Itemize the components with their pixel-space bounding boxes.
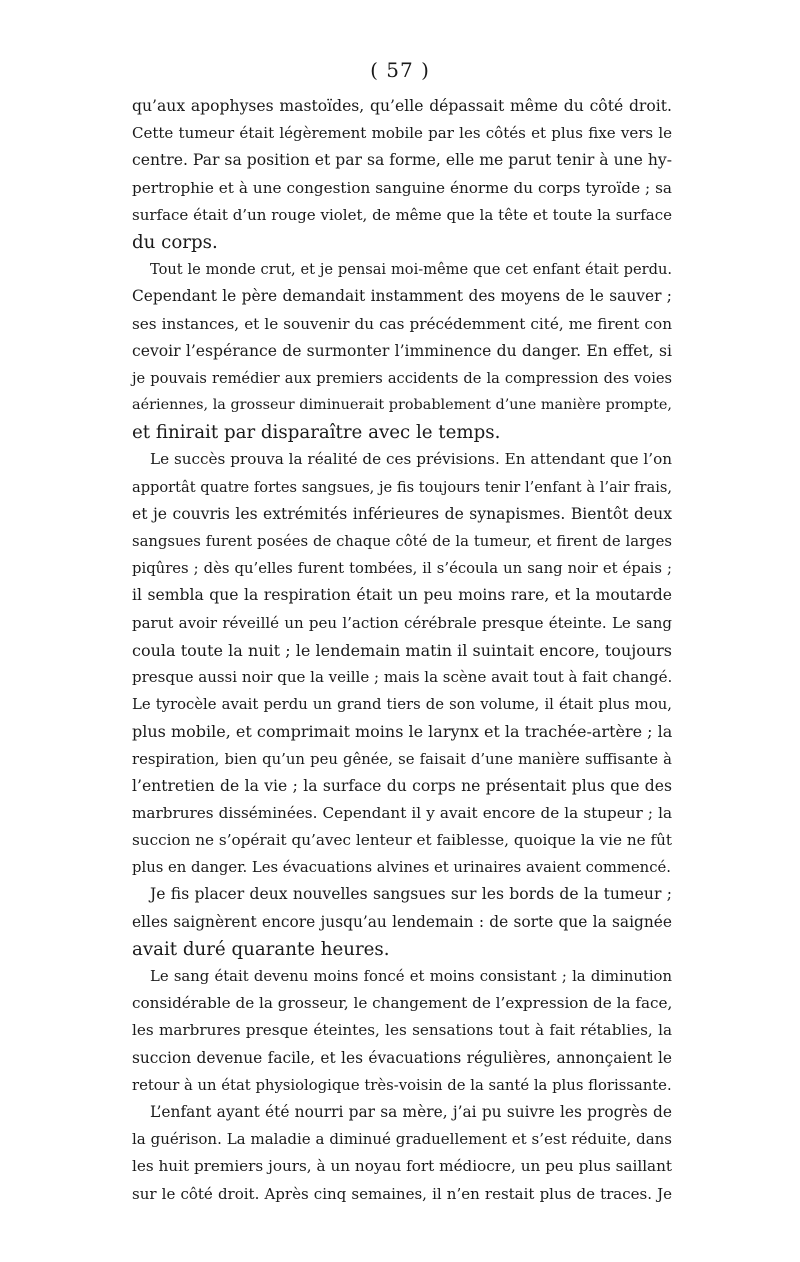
text-line: Le succès prouva la réalité de ces prévisions. En attendant que l’on bbox=[150, 450, 672, 469]
text-line: surface était d’un rouge violet, de même que la tête et toute la surface bbox=[132, 205, 672, 224]
text-line: considérable de la grosseur, le changement de l’expression de la face, bbox=[132, 994, 673, 1013]
text-line: L’enfant ayant été nourri par sa mère, j’ai pu suivre les progrès de bbox=[150, 1102, 672, 1121]
text-line: je pouvais remédier aux premiers accidents de la compression des voies bbox=[132, 369, 672, 387]
text-line: Le sang était devenu moins foncé et moins consistant ; la diminution bbox=[150, 968, 672, 985]
text-line: plus mobile, et comprimait moins le larynx et la trachée-artère ; la bbox=[132, 722, 673, 742]
text-line: centre. Par sa position et par sa forme, elle me parut tenir à une hy- bbox=[132, 151, 672, 170]
text-line: Tout le monde crut, et je pensai moi-même que cet enfant était perdu. bbox=[150, 261, 672, 279]
text-line: apportât quatre fortes sangsues, je fis toujours tenir l’enfant à l’air frais, bbox=[132, 478, 672, 496]
text-line: aériennes, la grosseur diminuerait probablement d’une manière prompte, bbox=[132, 397, 672, 414]
text-line: cevoir l’espérance de surmonter l’imminence du danger. En effet, si bbox=[132, 341, 672, 360]
text-line: plus en danger. Les évacuations alvines et urinaires avaient commencé. bbox=[132, 859, 671, 877]
text-line: Je fis placer deux nouvelles sangsues sur les bords de la tumeur ; bbox=[150, 885, 672, 904]
text-line: marbrures disséminées. Cependant il y avait encore de la stupeur ; la bbox=[132, 803, 672, 822]
text-line: ses instances, et le souvenir du cas précédemment cité, me firent con bbox=[132, 314, 672, 333]
text-line: Le tyrocèle avait perdu un grand tiers de son volume, il était plus mou, bbox=[132, 696, 672, 714]
text-line: et finirait par disparaître avec le temps. bbox=[132, 422, 501, 444]
text-line: et je couvris les extrémités inférieures de synapismes. Bientôt deux bbox=[132, 504, 672, 523]
text-line: piqûres ; dès qu’elles furent tombées, il s’écoula un sang noir et épais ; bbox=[132, 560, 672, 578]
text-line: sangsues furent posées de chaque côté de la tumeur, et firent de larges bbox=[132, 533, 672, 550]
text-line: respiration, bien qu’un peu gênée, se faisait d’une manière suffisante à bbox=[132, 750, 672, 768]
text-line: du corps. bbox=[132, 231, 218, 253]
text-line: la guérison. La maladie a diminué graduellement et s’est réduite, dans bbox=[132, 1130, 672, 1149]
text-line: l’entretien de la vie ; la surface du corps ne présentait plus que des bbox=[132, 776, 672, 795]
text-line: elles saignèrent encore jusqu’au lendemain : de sorte que la saignée bbox=[132, 912, 672, 931]
text-line: les huit premiers jours, à un noyau fort médiocre, un peu plus saillant bbox=[132, 1157, 672, 1176]
text-line: il sembla que la respiration était un peu moins rare, et la moutarde bbox=[132, 586, 672, 605]
text-line: avait duré quarante heures. bbox=[132, 938, 390, 960]
text-line: succion devenue facile, et les évacuations régulières, annonçaient le bbox=[132, 1048, 672, 1067]
text-line: succion ne s’opérait qu’avec lenteur et faiblesse, quoique la vie ne fût bbox=[132, 831, 672, 850]
text-line: Cependant le père demandait instamment des moyens de le sauver ; bbox=[132, 287, 672, 306]
text-line: parut avoir réveillé un peu l’action cérébrale presque éteinte. Le sang bbox=[132, 613, 672, 632]
body-text bbox=[132, 93, 672, 1208]
text-line: presque aussi noir que la veille ; mais la scène avait tout à fait changé. bbox=[132, 667, 673, 686]
text-line: qu’aux apophyses mastoïdes, qu’elle dépassait même du côté droit. bbox=[132, 97, 672, 115]
text-line: les marbrures presque éteintes, les sensations tout à fait rétablies, la bbox=[132, 1021, 672, 1040]
page-number: ( 57 ) bbox=[370, 58, 430, 82]
text-line: Cette tumeur était légèrement mobile par les côtés et plus fixe vers le bbox=[132, 124, 672, 143]
text-line: retour à un état physiologique très-voisin de la santé la plus florissante. bbox=[132, 1076, 672, 1094]
text-line: sur le côté droit. Après cinq semaines, il n’en restait plus de traces. Je bbox=[132, 1184, 672, 1203]
text-line: coula toute la nuit ; le lendemain matin il suintait encore, toujours bbox=[132, 640, 672, 660]
text-line: pertrophie et à une congestion sanguine énorme du corps tyroïde ; sa bbox=[132, 178, 672, 197]
